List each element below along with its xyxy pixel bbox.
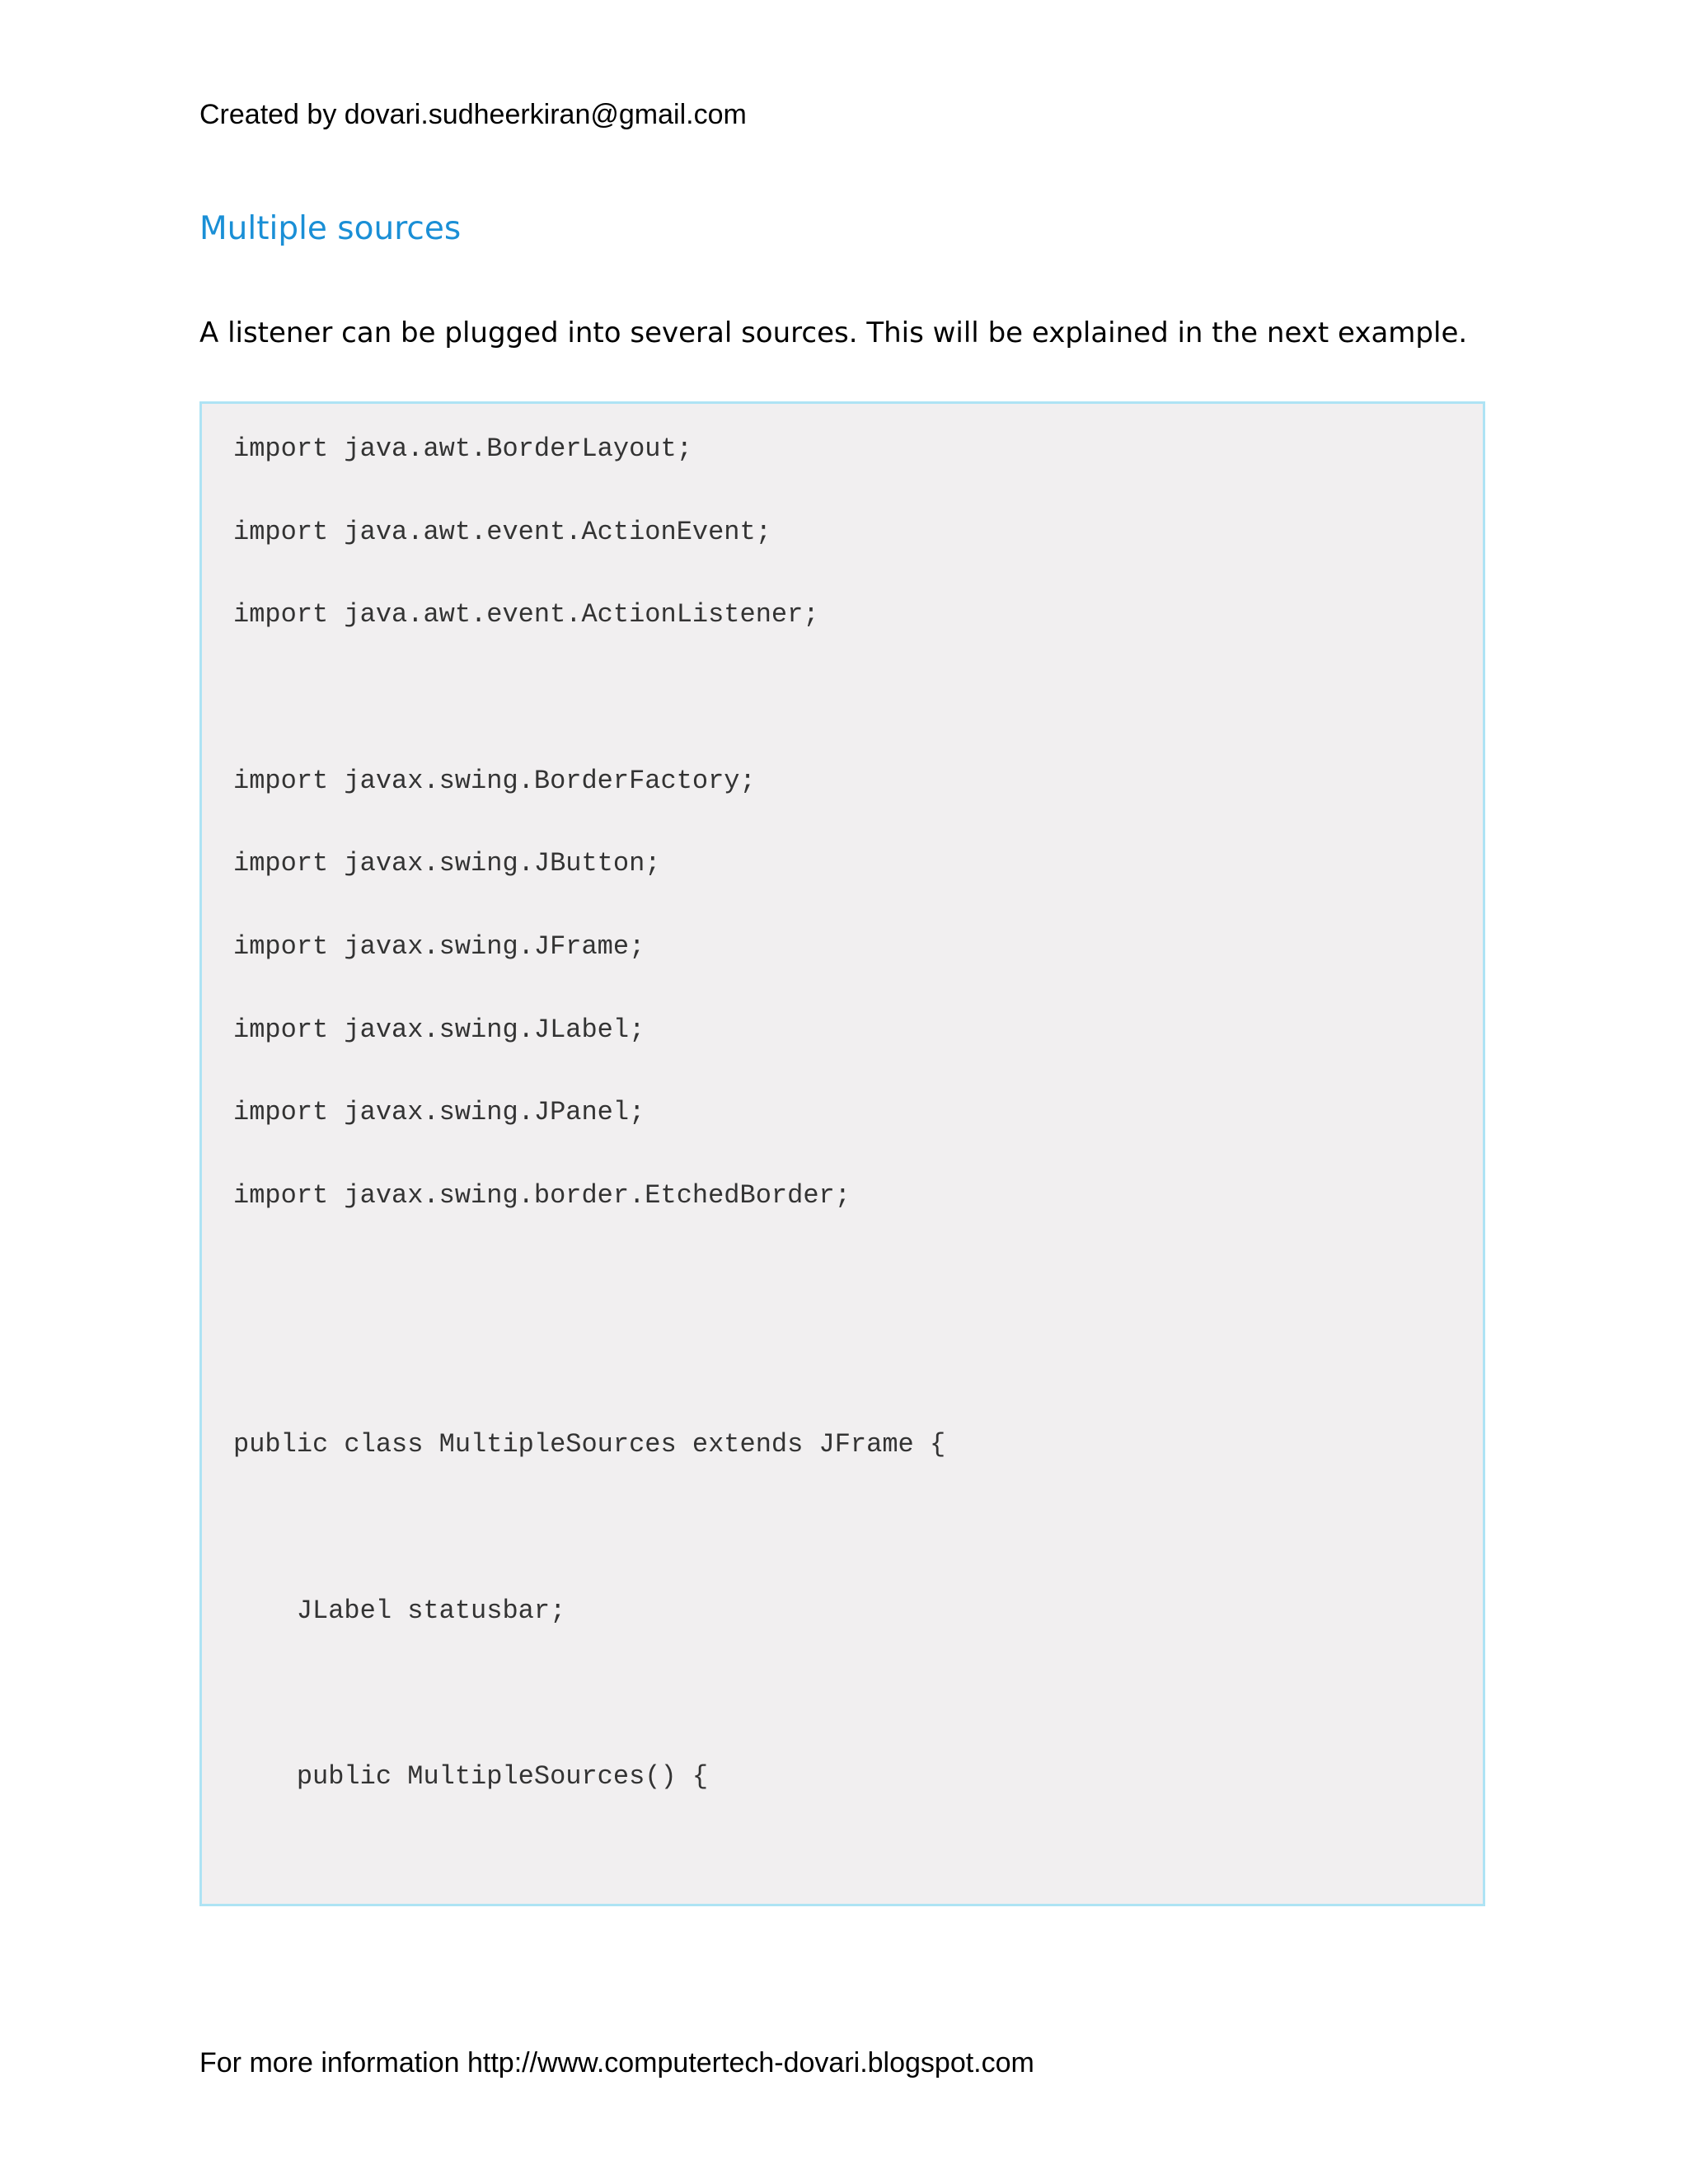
code-line: import java.awt.BorderLayout;: [233, 434, 692, 464]
section-title: Multiple sources: [199, 210, 462, 247]
code-line: import javax.swing.border.EtchedBorder;: [233, 1180, 851, 1211]
code-line: public class MultipleSources extends JFrame {: [233, 1429, 946, 1460]
code-line: import javax.swing.JLabel;: [233, 1015, 645, 1045]
code-block: [199, 401, 1485, 1906]
code-line: public MultipleSources() {: [233, 1761, 709, 1792]
code-line: JLabel statusbar;: [233, 1596, 566, 1626]
page-footer-link: For more information http://www.computertech-dovari.blogspot.com: [199, 2047, 1034, 2079]
code-line: import javax.swing.JFrame;: [233, 931, 645, 962]
code-line: import javax.swing.JButton;: [233, 848, 661, 879]
code-line: import java.awt.event.ActionListener;: [233, 599, 819, 630]
page-header-email: Created by dovari.sudheerkiran@gmail.com: [199, 99, 747, 130]
code-line: import javax.swing.JPanel;: [233, 1097, 645, 1127]
code-line: import javax.swing.BorderFactory;: [233, 766, 756, 796]
code-line: import java.awt.event.ActionEvent;: [233, 517, 771, 547]
intro-paragraph: A listener can be plugged into several sources. This will be explained in the next example.: [199, 316, 1468, 349]
